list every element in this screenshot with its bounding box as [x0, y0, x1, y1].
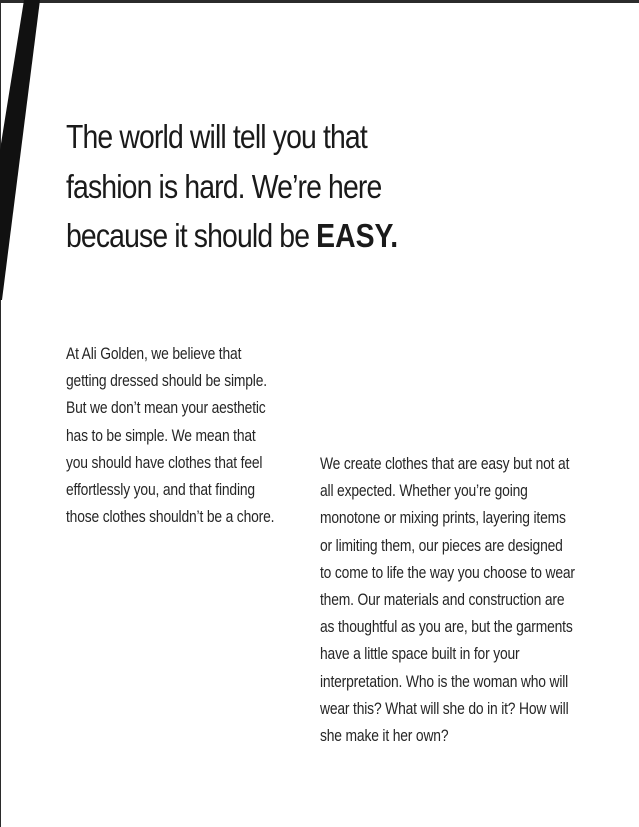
paragraph-line: At Ali Golden, we believe that	[66, 345, 242, 363]
headline-line-text: because it should be	[66, 217, 317, 254]
paragraph-line: interpretation. Who is the woman who will	[320, 672, 569, 691]
paragraph-line: effortlessly you, and that finding	[66, 481, 255, 500]
paragraph-line: have a little space built in for your	[320, 645, 520, 664]
headline-emphasis: EASY.	[316, 217, 399, 254]
headline-line	[66, 211, 410, 261]
paragraph-line: them. Our materials and construction are	[320, 591, 565, 610]
paragraph-line: monotone or mixing prints, layering items	[320, 509, 566, 528]
paragraph-line: to come to life the way you choose to wear	[320, 563, 575, 582]
philosophy-paragraph	[320, 451, 575, 750]
paragraph-line: But we don’t mean your aesthetic	[66, 399, 266, 418]
paragraph-line: getting dressed should be simple.	[66, 372, 267, 391]
headline-line: The world will tell you that	[66, 118, 367, 155]
paragraph-line: wear this? What will she do in it? How will	[320, 699, 569, 718]
headline-line: fashion is hard. We’re here	[66, 167, 382, 205]
diagonal-stripe-graphic	[0, 0, 42, 300]
top-border-rule	[0, 0, 639, 3]
paragraph-line: We create clothes that are easy but not at	[320, 455, 570, 473]
paragraph-line: you should have clothes that feel	[66, 453, 263, 472]
paragraph-line: has to be simple. We mean that	[66, 426, 256, 445]
headline	[66, 112, 410, 261]
paragraph-line: all expected. Whether you’re going	[320, 482, 528, 501]
intro-paragraph	[66, 341, 274, 531]
paragraph-line: as thoughtful as you are, but the garments	[320, 618, 573, 637]
paragraph-line: or limiting them, our pieces are designed	[320, 536, 563, 555]
paragraph-line: those clothes shouldn’t be a chore.	[66, 508, 275, 527]
paragraph-line: she make it her own?	[320, 727, 449, 746]
